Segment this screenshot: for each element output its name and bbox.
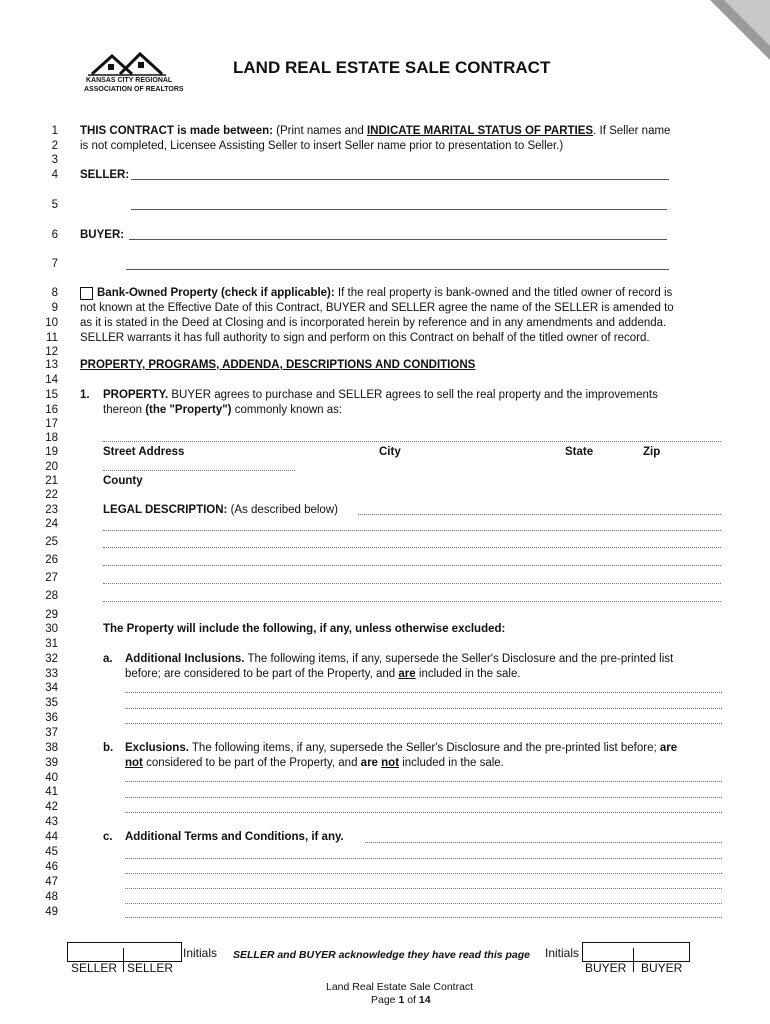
line-number: 48 (45, 891, 58, 903)
line-number: 31 (45, 638, 58, 650)
page-total: 14 (418, 994, 431, 1006)
intro-line-1 (80, 124, 670, 138)
exclusions-field-3[interactable] (125, 812, 722, 813)
intro-marital-status: INDICATE MARITAL STATUS OF PARTIES (366, 125, 594, 137)
seller-name-field-1[interactable] (131, 179, 669, 180)
line-number: 6 (51, 229, 58, 241)
property-text-2a: thereon (103, 404, 146, 416)
line-number: 11 (46, 332, 58, 344)
terms-field-3[interactable] (125, 888, 722, 889)
item-b-text-2b: included in the sale. (399, 757, 504, 769)
property-text-1: BUYER agrees to purchase and SELLER agrees to sell the real property and the improvements (168, 389, 658, 401)
street-address-field[interactable] (103, 441, 721, 442)
line-number: 49 (45, 906, 58, 918)
item-b-label: Exclusions. (125, 742, 189, 754)
line-number: 18 (45, 432, 58, 444)
bank-owned-line-1 (97, 286, 672, 300)
initials-left-label: Initials (183, 946, 218, 960)
zip-label: Zip (643, 446, 661, 458)
terms-field-1[interactable] (125, 858, 722, 859)
buyer-initials-label-1: BUYER (585, 961, 627, 975)
line-number: 40 (45, 772, 58, 784)
page-corner-fold-inner (724, 0, 770, 46)
buyer-initials-box[interactable] (582, 942, 690, 962)
seller-name-field-2[interactable] (131, 209, 667, 210)
legal-description-field-4[interactable] (103, 583, 721, 584)
city-label: City (379, 446, 401, 458)
item-a-line-2 (125, 667, 521, 681)
property-number: 1. (80, 389, 90, 401)
seller-initials-label-1: SELLER (71, 961, 118, 975)
item-b-line-1 (125, 741, 677, 755)
legal-description-field-5[interactable] (103, 601, 721, 602)
property-line-2 (103, 403, 342, 417)
line-number: 13 (45, 359, 58, 371)
legal-description-field-2[interactable] (103, 547, 721, 548)
line-number: 21 (45, 475, 58, 487)
item-b-text-2a: considered to be part of the Property, and (142, 757, 361, 769)
item-a-text-2a: before; are considered to be part of the Property, and (125, 668, 399, 680)
item-a-label: Additional Inclusions. (125, 653, 245, 665)
item-a-text-2c: included in the sale. (415, 668, 521, 680)
line-number: 5 (51, 199, 58, 211)
line-number: 24 (45, 518, 58, 530)
line-number: 37 (45, 727, 58, 739)
property-text-2c: commonly known as: (231, 404, 343, 416)
item-a-text-1: The following items, if any, supersede the Seller's Disclosure and the pre-printed list (244, 653, 674, 665)
line-number: 33 (45, 668, 58, 680)
line-number: 29 (45, 609, 58, 621)
item-a-letter: a. (103, 653, 113, 665)
line-number: 9 (51, 302, 58, 314)
bank-owned-line-2: not known at the Effective Date of this Contract, BUYER and SELLER agree the name of the SELLER is amended to (80, 302, 674, 314)
logo-text-line2: ASSOCIATION OF REALTORS (84, 86, 184, 93)
acknowledge-text: SELLER and BUYER acknowledge they have read this page (233, 949, 530, 961)
item-b-are: are (360, 757, 382, 769)
buyer-initials-divider (633, 948, 634, 972)
bank-owned-line-4: SELLER warrants it has full authority to sign and perform on this Contract on behalf of the titled owner of record. (80, 332, 650, 344)
buyer-name-field-1[interactable] (129, 239, 667, 240)
legal-description-line (103, 503, 338, 517)
buyer-initials-label-2: BUYER (641, 961, 683, 975)
page-prefix: Page (371, 994, 399, 1006)
line-number: 30 (45, 623, 58, 635)
terms-field-2[interactable] (125, 873, 722, 874)
state-label: State (565, 446, 594, 458)
line-number: 22 (45, 489, 58, 501)
legal-description-field-3[interactable] (103, 565, 721, 566)
bank-owned-checkbox[interactable] (80, 287, 93, 300)
seller-initials-box[interactable] (67, 942, 182, 962)
line-number: 17 (45, 418, 58, 430)
buyer-label: BUYER: (80, 229, 125, 241)
page-number: 1 (398, 994, 405, 1006)
property-line-1 (103, 388, 658, 402)
bank-owned-line-3: as it is stated in the Deed at Closing and is incorporated herein by reference and in any amendments and addenda. (80, 317, 667, 329)
intro-line-2: is not completed, Licensee Assisting Seller to insert Seller name prior to presentation to Seller.) (80, 140, 564, 152)
exclusions-field-1[interactable] (125, 781, 722, 782)
line-number: 20 (45, 461, 58, 473)
terms-field-5[interactable] (125, 917, 722, 918)
line-number: 1 (51, 125, 58, 137)
legal-description-field-0[interactable] (358, 514, 721, 515)
line-number: 4 (51, 169, 58, 181)
street-address-label: Street Address (103, 446, 185, 458)
seller-initials-label-2: SELLER (127, 961, 174, 975)
line-number: 47 (45, 876, 58, 888)
line-number: 14 (45, 374, 58, 386)
terms-field-0[interactable] (365, 842, 722, 843)
line-number: 26 (45, 554, 58, 566)
bank-owned-label: Bank-Owned Property (check if applicable): (97, 287, 335, 299)
line-number: 32 (45, 653, 58, 665)
county-label: County (103, 475, 143, 487)
line-number: 10 (45, 317, 58, 329)
line-number: 12 (45, 346, 58, 358)
line-number: 23 (45, 504, 58, 516)
item-b-text-1-bold: are (659, 742, 678, 754)
line-number: 34 (45, 682, 58, 694)
item-c-letter: c. (103, 831, 113, 843)
item-b-line-2 (125, 756, 504, 770)
legal-description-field-1[interactable] (103, 530, 721, 531)
line-number: 3 (51, 154, 58, 166)
line-number: 41 (45, 786, 58, 798)
county-field[interactable] (103, 470, 295, 471)
item-a-text-2b: are (398, 668, 416, 680)
line-number: 36 (45, 712, 58, 724)
line-number: 43 (45, 816, 58, 828)
line-number: 25 (45, 536, 58, 548)
intro-lead: THIS CONTRACT is made between: (80, 125, 273, 137)
legal-description-label: LEGAL DESCRIPTION: (103, 504, 228, 516)
initials-right-label: Initials (545, 946, 580, 960)
line-number: 28 (45, 590, 58, 602)
buyer-name-field-2[interactable] (126, 269, 669, 270)
inclusions-field-2[interactable] (125, 708, 722, 709)
line-number: 42 (45, 801, 58, 813)
intro-text: (Print names and (272, 125, 367, 137)
line-number: 39 (45, 757, 58, 769)
section-heading: PROPERTY, PROGRAMS, ADDENDA, DESCRIPTIONS AND CONDITIONS (80, 359, 476, 371)
item-b-not-1: not (125, 757, 143, 769)
bank-owned-text-1: If the real property is bank-owned and the titled owner of record is (334, 287, 673, 299)
page-of: of (404, 994, 419, 1006)
line-number: 19 (45, 446, 58, 458)
property-label: PROPERTY. (103, 389, 169, 401)
intro-end: . If Seller name (593, 125, 671, 137)
line-number: 8 (51, 287, 58, 299)
line-number: 2 (51, 140, 58, 152)
property-text-2b: (the "Property") (145, 404, 232, 416)
line-number: 46 (45, 861, 58, 873)
line-number: 27 (45, 572, 58, 584)
footer-page-indicator (371, 993, 431, 1007)
item-b-not-2: not (381, 757, 400, 769)
seller-initials-divider (123, 948, 124, 972)
includes-heading: The Property will include the following, if any, unless otherwise excluded: (103, 623, 506, 635)
line-number: 7 (51, 258, 58, 270)
item-b-letter: b. (103, 742, 114, 754)
association-logo (82, 48, 184, 98)
inclusions-field-1[interactable] (125, 692, 722, 693)
exclusions-field-2[interactable] (125, 797, 722, 798)
item-c-label: Additional Terms and Conditions, if any. (125, 831, 344, 843)
logo-text-line1: KANSAS CITY REGIONAL (86, 77, 173, 84)
house-roof-icon (82, 48, 172, 78)
line-number: 16 (45, 404, 58, 416)
item-b-text-1: The following items, if any, supersede the Seller's Disclosure and the pre-printed list before; (188, 742, 660, 754)
line-number: 15 (45, 389, 58, 401)
line-number: 38 (45, 742, 58, 754)
document-title: LAND REAL ESTATE SALE CONTRACT (233, 58, 551, 77)
terms-field-4[interactable] (125, 903, 722, 904)
item-a-line-1 (125, 652, 673, 666)
line-number: 35 (45, 697, 58, 709)
line-number: 45 (45, 846, 58, 858)
seller-label: SELLER: (80, 169, 130, 181)
legal-description-note: (As described below) (227, 504, 338, 516)
line-number: 44 (45, 831, 58, 843)
footer-document-name: Land Real Estate Sale Contract (326, 981, 474, 993)
inclusions-field-3[interactable] (125, 723, 722, 724)
